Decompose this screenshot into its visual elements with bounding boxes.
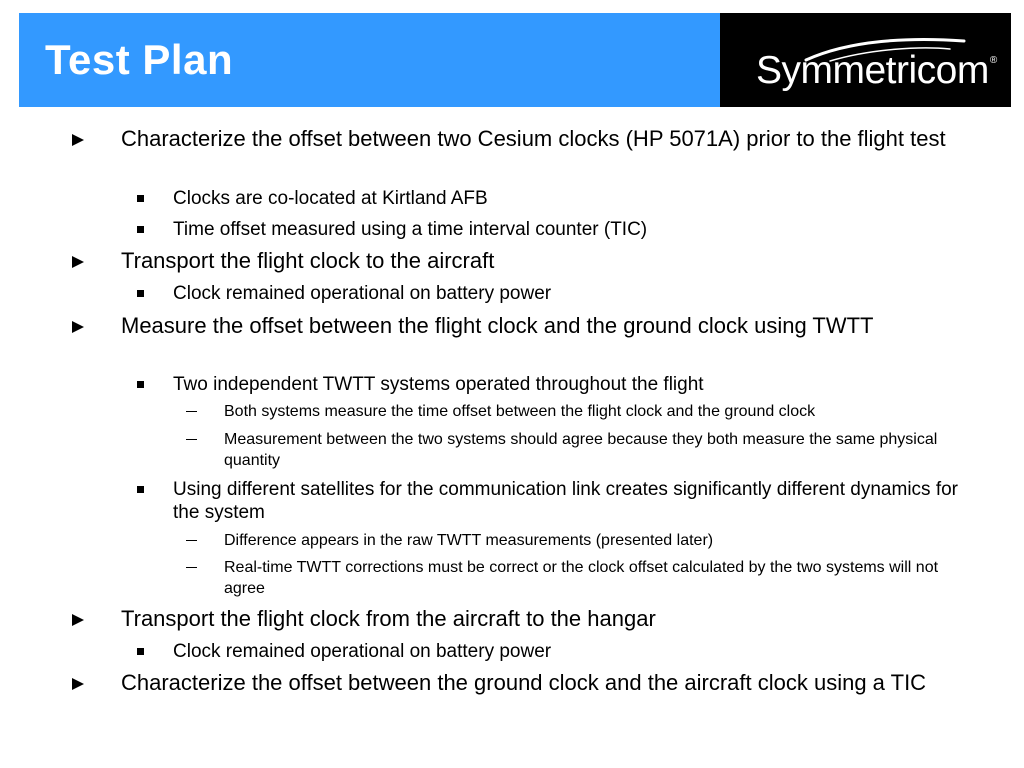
bullet-text: Using different satellites for the communication link creates significantly different dynamics for the system — [173, 479, 958, 523]
bullet-item — [121, 606, 981, 632]
dash-bullet-icon — [186, 567, 197, 568]
bullet-item — [173, 478, 973, 524]
square-bullet-icon — [137, 486, 144, 493]
triangle-bullet-icon — [72, 134, 84, 146]
bullet-text: Characterize the offset between the ground clock and the aircraft clock using a TIC — [121, 670, 927, 695]
triangle-bullet-icon — [72, 321, 84, 333]
dash-bullet-icon — [186, 540, 197, 541]
bullet-text: Clock remained operational on battery power — [173, 641, 552, 662]
bullet-text: Two independent TWTT systems operated throughout the flight — [173, 374, 704, 395]
bullet-item — [224, 401, 964, 422]
bullet-text: Measure the offset between the flight clock and the ground clock using TWTT — [121, 313, 874, 338]
bullet-text: Time offset measured using a time interval counter (TIC) — [173, 219, 648, 240]
bullet-item — [121, 126, 981, 152]
triangle-bullet-icon — [72, 256, 84, 268]
bullet-item — [173, 640, 973, 663]
logo-text: Symmetricom — [756, 49, 989, 92]
bullet-item — [121, 670, 981, 696]
bullet-text: Characterize the offset between two Cesium clocks (HP 5071A) prior to the flight test — [121, 126, 946, 151]
bullet-item — [121, 313, 981, 339]
bullet-item — [173, 187, 973, 210]
bullet-text: Transport the flight clock to the aircraft — [121, 248, 495, 273]
bullet-item — [121, 248, 981, 274]
bullet-text: Clock remained operational on battery power — [173, 283, 552, 304]
square-bullet-icon — [137, 226, 144, 233]
square-bullet-icon — [137, 195, 144, 202]
square-bullet-icon — [137, 381, 144, 388]
triangle-bullet-icon — [72, 678, 84, 690]
bullet-text: Transport the flight clock from the aircraft to the hangar — [121, 606, 656, 631]
square-bullet-icon — [137, 648, 144, 655]
bullet-text: Real-time TWTT corrections must be correct or the clock offset calculated by the two systems will not agree — [224, 559, 939, 597]
bullet-text: Clocks are co-located at Kirtland AFB — [173, 188, 488, 209]
bullet-item — [224, 429, 964, 471]
bullet-text: Both systems measure the time offset between the flight clock and the ground clock — [224, 403, 816, 420]
bullet-item — [173, 282, 973, 305]
slide-title: Test Plan — [45, 36, 234, 83]
dash-bullet-icon — [186, 439, 197, 440]
bullet-item — [173, 373, 973, 396]
bullet-text: Measurement between the two systems should agree because they both measure the same physical quantity — [224, 431, 938, 469]
bullet-item — [173, 218, 973, 241]
triangle-bullet-icon — [72, 614, 84, 626]
bullet-item — [224, 530, 964, 551]
bullet-item — [224, 557, 964, 599]
bullet-text: Difference appears in the raw TWTT measurements (presented later) — [224, 532, 714, 549]
square-bullet-icon — [137, 290, 144, 297]
dash-bullet-icon — [186, 411, 197, 412]
registered-mark: ® — [989, 55, 997, 66]
